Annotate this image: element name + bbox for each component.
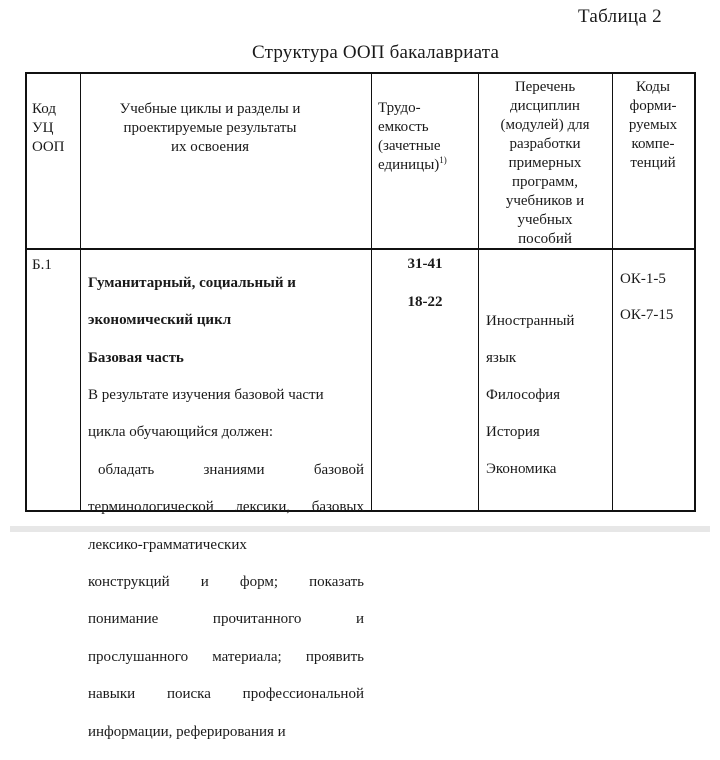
row-competencies — [620, 252, 694, 342]
column-divider-1 — [80, 72, 81, 512]
requirement-line-4: конструкций и форм; показать — [88, 573, 364, 590]
competency-code: ОК-7-15 — [620, 307, 674, 323]
requirement-line-7: навыки поиска профессиональной — [88, 686, 364, 703]
requirement-line-6: прослушанного материала; проявить — [88, 648, 364, 665]
header-disciplines: Перечень дисциплин (модулей) для разработки примерных программ, учебников и учебных пособий — [500, 79, 590, 247]
row-code: Б.1 — [32, 257, 52, 273]
column-divider-4 — [612, 72, 613, 512]
requirement-line-5: понимание прочитанного и — [88, 611, 364, 628]
requirement-line-8: информации, реферирования и — [88, 723, 286, 740]
document-title: Структура ООП бакалавриата — [252, 42, 500, 63]
requirement-line-3: лексико-грамматических — [88, 536, 247, 553]
discipline-item: язык — [486, 349, 517, 366]
discipline-item: Экономика — [486, 460, 557, 477]
column-divider-2 — [371, 72, 372, 512]
intro-line-2: цикла обучающийся должен: — [88, 424, 274, 441]
row-disciplines — [486, 293, 610, 497]
base-part-title: Базовая часть — [88, 349, 184, 366]
page-bottom-edge — [10, 526, 710, 532]
table-left-border — [25, 72, 27, 512]
header-labor — [378, 80, 474, 175]
row-cycle-content — [88, 255, 364, 760]
cycle-title-line-2: экономический цикл — [88, 312, 232, 329]
table-label: Таблица 2 — [578, 6, 662, 27]
table-top-border — [25, 72, 696, 74]
row-labor-total: 31-41 — [407, 256, 443, 272]
intro-line-1: В результате изучения базовой части — [88, 386, 324, 403]
requirement-line-1: обладать знаниями базовой — [98, 461, 364, 478]
requirement-line-2: терминологической лексики, базовых — [88, 499, 364, 516]
row-labor-base: 18-22 — [407, 294, 443, 310]
header-cycles: Учебные циклы и разделы и проектируемые результаты их освоения — [119, 101, 301, 155]
header-labor-text: Трудо- емкость (зачетные единицы) — [378, 100, 441, 173]
header-competencies: Коды форми- руемых компе- тенций — [628, 79, 678, 171]
discipline-item: Философия — [486, 386, 561, 403]
header-labor-footnote: 1) — [439, 155, 447, 165]
cycle-title-line-1: Гуманитарный, социальный и — [88, 274, 296, 291]
table-right-border — [694, 72, 696, 512]
column-divider-3 — [478, 72, 479, 512]
discipline-item: История — [486, 423, 540, 440]
discipline-item: Иностранный — [486, 312, 575, 329]
competency-code: ОК-1-5 — [620, 271, 666, 287]
header-code: Код УЦ ООП — [32, 101, 65, 155]
